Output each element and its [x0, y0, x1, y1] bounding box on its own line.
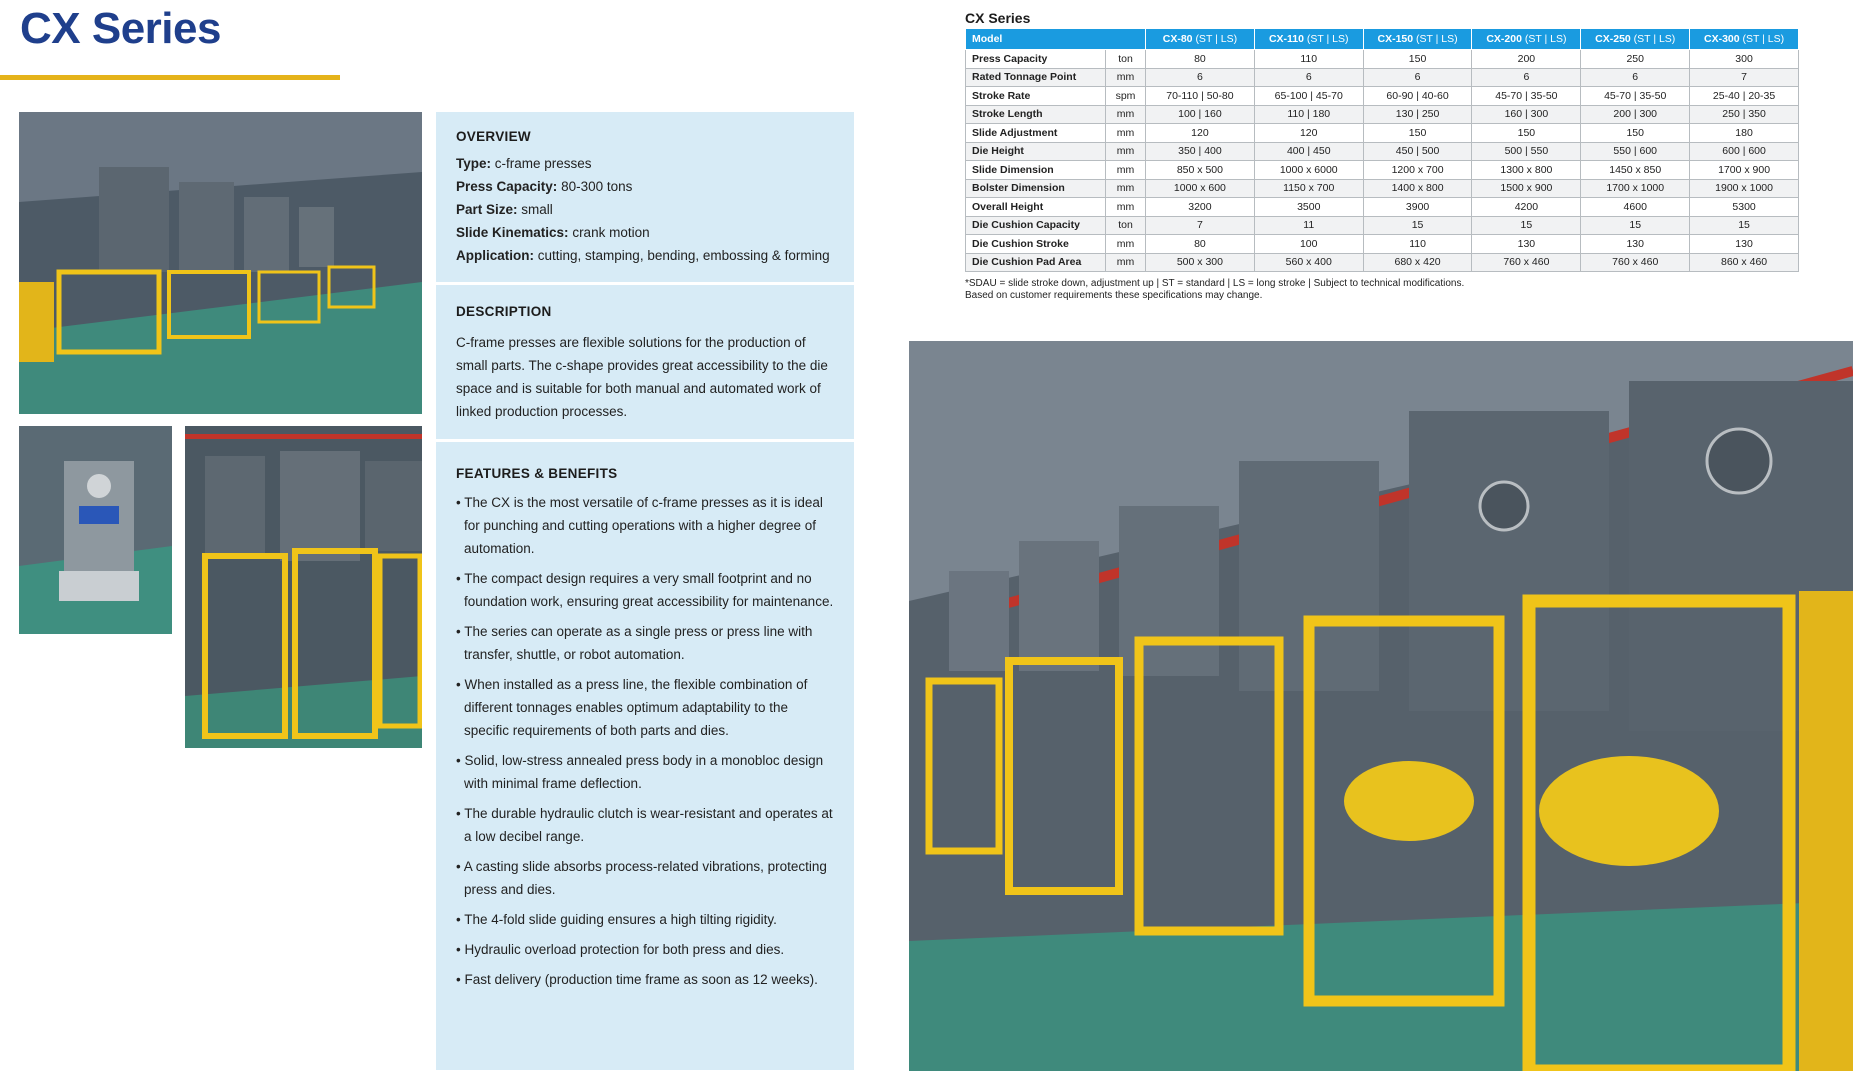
spec-value: 25-40 | 20-35 [1690, 87, 1799, 106]
spec-param: Press Capacity [966, 50, 1106, 69]
overview-heading: OVERVIEW [456, 129, 531, 144]
model-column-header: CX-110 (ST | LS) [1254, 29, 1363, 50]
spec-value: 550 | 600 [1581, 142, 1690, 161]
spec-unit: mm [1106, 68, 1146, 87]
spec-value: 3900 [1363, 198, 1472, 217]
spec-param: Die Cushion Capacity [966, 216, 1106, 235]
spec-value: 760 x 460 [1581, 253, 1690, 272]
spec-value: 110 | 180 [1254, 105, 1363, 124]
spec-value: 100 [1254, 235, 1363, 254]
overview-part-size: Part Size: small [456, 202, 553, 217]
spec-unit: mm [1106, 161, 1146, 180]
spec-value: 120 [1146, 124, 1255, 143]
spec-value: 5300 [1690, 198, 1799, 217]
spec-value: 65-100 | 45-70 [1254, 87, 1363, 106]
spec-value: 130 [1581, 235, 1690, 254]
spec-value: 500 | 550 [1472, 142, 1581, 161]
factory-photo-main [19, 112, 422, 414]
spec-value: 110 [1363, 235, 1472, 254]
spec-value: 45-70 | 35-50 [1581, 87, 1690, 106]
spec-note: Based on customer requirements these specifications may change. [965, 290, 1263, 301]
spec-table [965, 28, 1799, 272]
feature-item: • Fast delivery (production time frame as soon as 12 weeks). [456, 972, 818, 987]
model-column-header: CX-250 (ST | LS) [1581, 29, 1690, 50]
model-column-header: CX-200 (ST | LS) [1472, 29, 1581, 50]
spec-value: 4200 [1472, 198, 1581, 217]
spec-value: 110 [1254, 50, 1363, 69]
spec-value: 11 [1254, 216, 1363, 235]
spec-value: 80 [1146, 50, 1255, 69]
spec-param: Slide Dimension [966, 161, 1106, 180]
feature-item: • The CX is the most versatile of c-frame presses as it is ideal for punching and cutting operations with a higher degree of automation. [456, 495, 823, 556]
spec-table-title: CX Series [965, 10, 1031, 26]
spec-value: 6 [1363, 68, 1472, 87]
model-column-header: CX-150 (ST | LS) [1363, 29, 1472, 50]
feature-item: • The 4-fold slide guiding ensures a high tilting rigidity. [456, 912, 777, 927]
spec-value: 600 | 600 [1690, 142, 1799, 161]
spec-param: Stroke Rate [966, 87, 1106, 106]
model-header: Model [966, 29, 1146, 50]
title-underline [0, 75, 340, 80]
spec-value: 450 | 500 [1363, 142, 1472, 161]
spec-value: 6 [1472, 68, 1581, 87]
spec-value: 350 | 400 [1146, 142, 1255, 161]
model-column-header: CX-300 (ST | LS) [1690, 29, 1799, 50]
spec-value: 15 [1581, 216, 1690, 235]
factory-photo-single-press [19, 426, 172, 634]
spec-param: Slide Adjustment [966, 124, 1106, 143]
info-panel [436, 112, 854, 1070]
spec-unit: ton [1106, 216, 1146, 235]
spec-value: 15 [1690, 216, 1799, 235]
section-divider [436, 282, 854, 285]
spec-value: 15 [1472, 216, 1581, 235]
spec-value: 6 [1146, 68, 1255, 87]
spec-unit: mm [1106, 235, 1146, 254]
factory-photo-press-line-large [909, 341, 1853, 1071]
spec-unit: mm [1106, 124, 1146, 143]
features-section [436, 466, 854, 998]
spec-unit: mm [1106, 198, 1146, 217]
spec-value: 7 [1146, 216, 1255, 235]
overview-application: Application: cutting, stamping, bending, embossing & forming [456, 248, 830, 263]
feature-item: • The series can operate as a single press or press line with transfer, shuttle, or robot automation. [456, 624, 813, 662]
spec-value: 70-110 | 50-80 [1146, 87, 1255, 106]
spec-row [966, 68, 1799, 87]
spec-value: 100 | 160 [1146, 105, 1255, 124]
model-column-header: CX-80 (ST | LS) [1146, 29, 1255, 50]
spec-row [966, 161, 1799, 180]
spec-row [966, 253, 1799, 272]
spec-unit: spm [1106, 87, 1146, 106]
spec-value: 150 [1472, 124, 1581, 143]
description-heading: DESCRIPTION [456, 304, 552, 319]
spec-unit: mm [1106, 253, 1146, 272]
spec-value: 1450 x 850 [1581, 161, 1690, 180]
description-text: C-frame presses are flexible solutions for the production of small parts. The c-shape provides great accessibility to the die space and is suitable for both manual and automated work of linked production processes. [456, 335, 828, 419]
features-heading: FEATURES & BENEFITS [456, 466, 618, 481]
feature-item: • Hydraulic overload protection for both press and dies. [456, 942, 785, 957]
spec-value: 400 | 450 [1254, 142, 1363, 161]
spec-value: 150 [1363, 124, 1472, 143]
spec-value: 250 [1581, 50, 1690, 69]
spec-param: Stroke Length [966, 105, 1106, 124]
spec-value: 1300 x 800 [1472, 161, 1581, 180]
spec-row [966, 216, 1799, 235]
spec-value: 3500 [1254, 198, 1363, 217]
spec-unit: mm [1106, 105, 1146, 124]
feature-item: • The durable hydraulic clutch is wear-resistant and operates at a low decibel range. [456, 806, 833, 844]
spec-value: 200 | 300 [1581, 105, 1690, 124]
spec-value: 7 [1690, 68, 1799, 87]
spec-row [966, 124, 1799, 143]
spec-value: 6 [1581, 68, 1690, 87]
spec-param: Bolster Dimension [966, 179, 1106, 198]
spec-row [966, 87, 1799, 106]
feature-item: • When installed as a press line, the flexible combination of different tonnages enables optimum adaptability to the specific requirements of both parts and dies. [456, 677, 808, 738]
spec-row [966, 50, 1799, 69]
overview-type: Type: c-frame presses [456, 156, 592, 171]
spec-value: 200 [1472, 50, 1581, 69]
spec-value: 80 [1146, 235, 1255, 254]
description-section [436, 304, 854, 423]
section-divider [436, 439, 854, 442]
spec-value: 45-70 | 35-50 [1472, 87, 1581, 106]
spec-param: Die Cushion Pad Area [966, 253, 1106, 272]
overview-press-capacity: Press Capacity: 80-300 tons [456, 179, 633, 194]
spec-value: 4600 [1581, 198, 1690, 217]
spec-value: 1000 x 600 [1146, 179, 1255, 198]
spec-value: 1000 x 6000 [1254, 161, 1363, 180]
spec-unit: ton [1106, 50, 1146, 69]
spec-row [966, 179, 1799, 198]
spec-param: Die Height [966, 142, 1106, 161]
spec-value: 120 [1254, 124, 1363, 143]
spec-unit: mm [1106, 142, 1146, 161]
spec-value: 250 | 350 [1690, 105, 1799, 124]
factory-photo-press-line [185, 426, 422, 748]
spec-param: Overall Height [966, 198, 1106, 217]
spec-value: 680 x 420 [1363, 253, 1472, 272]
feature-item: • A casting slide absorbs process-related vibrations, protecting press and dies. [456, 859, 827, 897]
spec-value: 760 x 460 [1472, 253, 1581, 272]
spec-row [966, 105, 1799, 124]
spec-value: 130 [1472, 235, 1581, 254]
spec-value: 130 [1690, 235, 1799, 254]
spec-notes [965, 278, 1815, 302]
overview-slide-kinematics: Slide Kinematics: crank motion [456, 225, 650, 240]
spec-value: 1200 x 700 [1363, 161, 1472, 180]
spec-value: 300 [1690, 50, 1799, 69]
spec-row [966, 235, 1799, 254]
spec-value: 1700 x 1000 [1581, 179, 1690, 198]
overview-section [436, 129, 854, 267]
spec-value: 160 | 300 [1472, 105, 1581, 124]
feature-item: • The compact design requires a very small footprint and no foundation work, ensuring great accessibility for maintenance. [456, 571, 834, 609]
spec-row [966, 198, 1799, 217]
spec-value: 60-90 | 40-60 [1363, 87, 1472, 106]
spec-value: 130 | 250 [1363, 105, 1472, 124]
spec-value: 15 [1363, 216, 1472, 235]
spec-note: *SDAU = slide stroke down, adjustment up | ST = standard | LS = long stroke | Subject to technical modifications. [965, 278, 1465, 289]
spec-value: 150 [1581, 124, 1690, 143]
spec-value: 500 x 300 [1146, 253, 1255, 272]
spec-value: 6 [1254, 68, 1363, 87]
spec-value: 150 [1363, 50, 1472, 69]
spec-value: 860 x 460 [1690, 253, 1799, 272]
spec-param: Die Cushion Stroke [966, 235, 1106, 254]
spec-value: 1150 x 700 [1254, 179, 1363, 198]
spec-value: 180 [1690, 124, 1799, 143]
spec-row [966, 142, 1799, 161]
spec-value: 850 x 500 [1146, 161, 1255, 180]
spec-value: 560 x 400 [1254, 253, 1363, 272]
spec-value: 1700 x 900 [1690, 161, 1799, 180]
spec-value: 1400 x 800 [1363, 179, 1472, 198]
spec-value: 3200 [1146, 198, 1255, 217]
spec-value: 1500 x 900 [1472, 179, 1581, 198]
feature-item: • Solid, low-stress annealed press body in a monobloc design with minimal frame deflection. [456, 753, 824, 791]
page-title: CX Series [20, 4, 221, 53]
spec-unit: mm [1106, 179, 1146, 198]
spec-value: 1900 x 1000 [1690, 179, 1799, 198]
spec-param: Rated Tonnage Point [966, 68, 1106, 87]
